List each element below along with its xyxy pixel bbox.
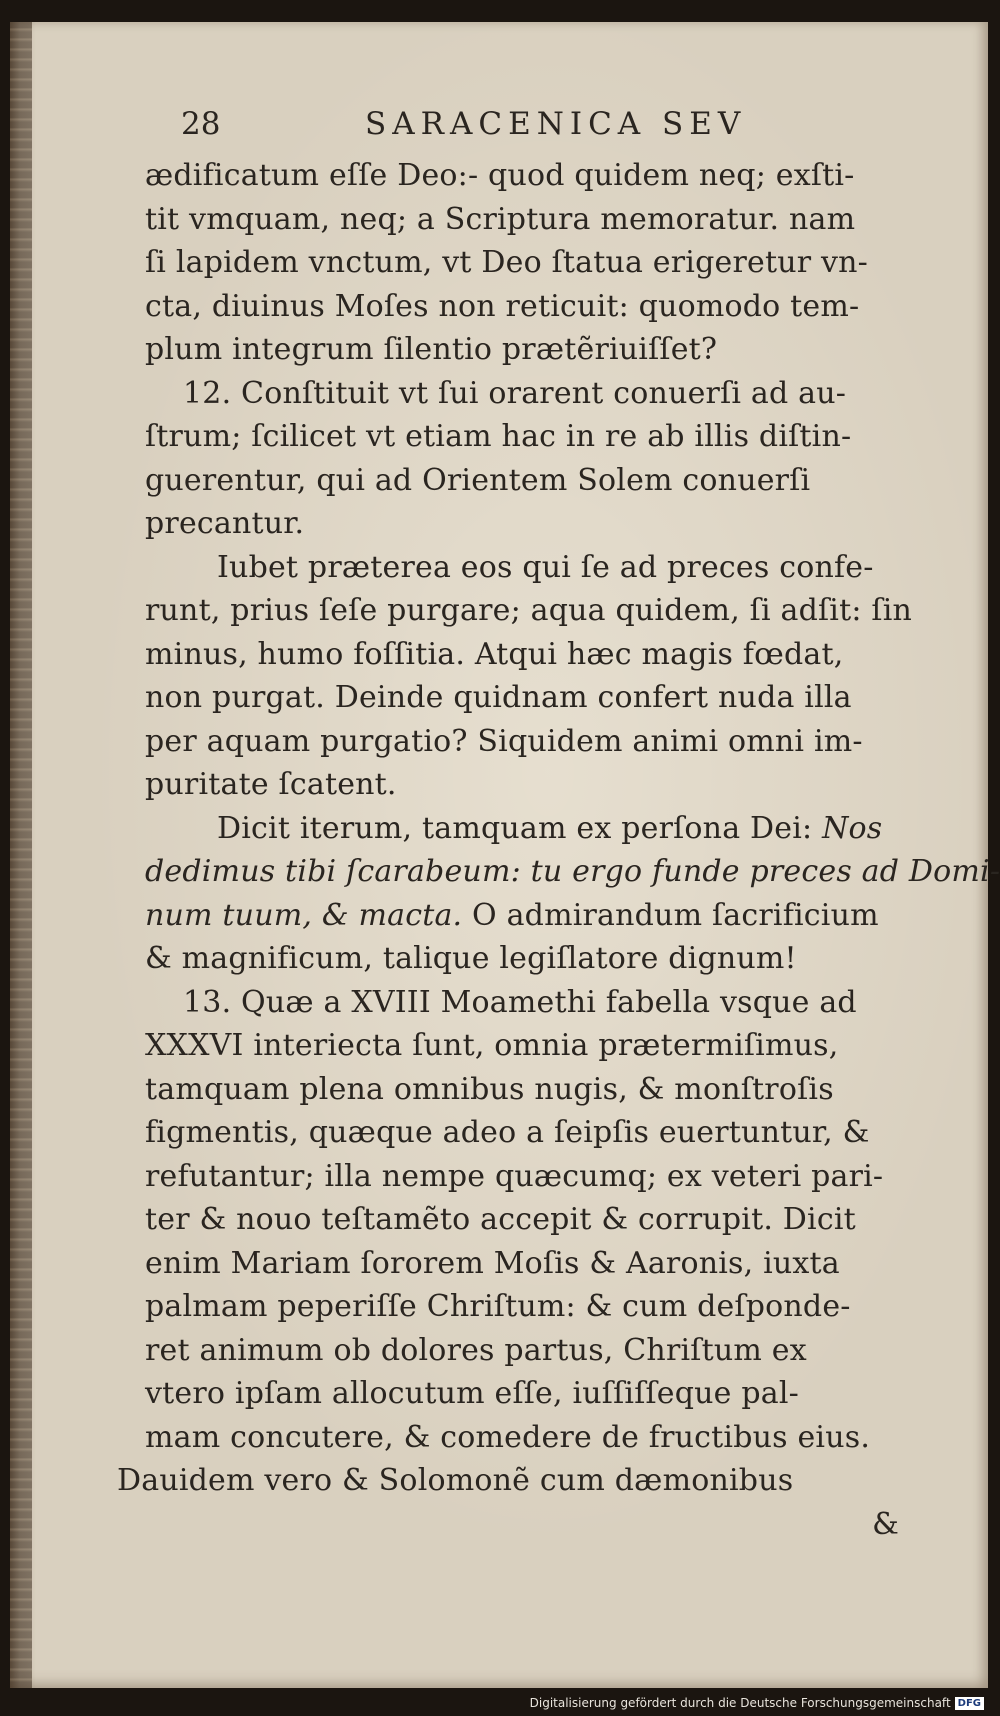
text-line: ter & nouo teſtamẽto accepit & corrupit. Dicit (145, 1202, 856, 1237)
text-line: ſtrum; ſcilicet vt etiam hac in re ab illis diſtin- (145, 419, 852, 454)
page-header (181, 106, 935, 154)
text-line: guerentur, qui ad Orientem Solem conuerſi (145, 462, 811, 498)
credit-text: Digitalisierung gefördert durch die Deutsche Forschungsgemeinschaft (529, 1696, 951, 1710)
running-head: SARACENICA SEV (365, 106, 747, 142)
text-line: tit vmquam, neq; a Scriptura memoratur. nam (145, 201, 856, 237)
text-line: runt, prius ſeſe purgare; aqua quidem, ſi adſit: ſin (145, 593, 913, 628)
italic-run: Nos (822, 810, 883, 846)
text-line: tamquam plena omnibus nugis, & monſtroſis (145, 1071, 834, 1107)
text-line: & magnificum, talique legiſlatore dignum! (145, 941, 797, 976)
text-line: minus, humo foſſitia. Atqui hæc magis fœdat, (145, 636, 844, 672)
text-line: 13. Quæ a XVIII Moamethi fabella vsque ad (183, 984, 857, 1020)
italic-run: num tuum, & macta. (145, 897, 463, 933)
text-line: ſi lapidem vnctum, vt Deo ſtatua erigeretur vn- (145, 245, 869, 280)
text-line: figmentis, quæque adeo a ſeipſis euertuntur, & (145, 1115, 870, 1150)
page-gutter (10, 22, 32, 1688)
text-line: 12. Conſtituit vt ſui orarent conuerſi ad au- (183, 375, 847, 411)
text-line: non purgat. Deinde quidnam confert nuda illa (145, 680, 852, 715)
text-run: Dicit iterum, tamquam ex perſona Dei: (217, 810, 813, 846)
text-block (117, 106, 1000, 1546)
page-number: 28 (181, 106, 221, 142)
text-line: mam concutere, & comedere de fructibus eius. (145, 1419, 871, 1455)
text-line: palmam peperiſſe Chriſtum: & cum deſponde- (145, 1289, 851, 1324)
digitization-credit (530, 1696, 984, 1710)
text-line: refutantur; illa nempe quæcumq; ex veteri pari- (145, 1158, 884, 1194)
text-line: cta, diuinus Moſes non reticuit: quomodo tem- (145, 288, 860, 324)
text-line: dedimus tibi ſcarabeum: tu ergo funde preces ad Domi- (145, 854, 1000, 889)
text-line (145, 807, 935, 851)
text-line: per aquam purgatio? Siquidem animi omni im- (145, 723, 863, 759)
text-line: XXXVI interiecta ſunt, omnia prætermiſimus, (145, 1028, 839, 1063)
text-line: Iubet præterea eos qui ſe ad preces confe- (217, 549, 874, 585)
text-line: ret animum ob dolores partus, Chriſtum ex (145, 1332, 807, 1368)
text-line: Dauidem vero & Solomonẽ cum dæmonibus (117, 1463, 794, 1498)
book-page (10, 22, 1000, 1688)
text-line (145, 894, 935, 938)
dfg-logo: DFG (955, 1697, 984, 1710)
text-line: puritate ſcatent. (145, 767, 397, 802)
text-line: plum integrum ſilentio prætẽriuiſſet? (145, 332, 718, 367)
text-run: O admirandum ſacrificium (472, 897, 879, 933)
catchword: & (872, 1506, 899, 1542)
text-line: vtero ipſam allocutum eſſe, iuſſiſſeque pal- (145, 1376, 799, 1411)
text-line: enim Mariam ſororem Moſis & Aaronis, iuxta (145, 1245, 840, 1281)
text-line: ædificatum eſſe Deo:- quod quidem neq; exſti- (145, 158, 855, 193)
text-line: precantur. (145, 506, 305, 541)
